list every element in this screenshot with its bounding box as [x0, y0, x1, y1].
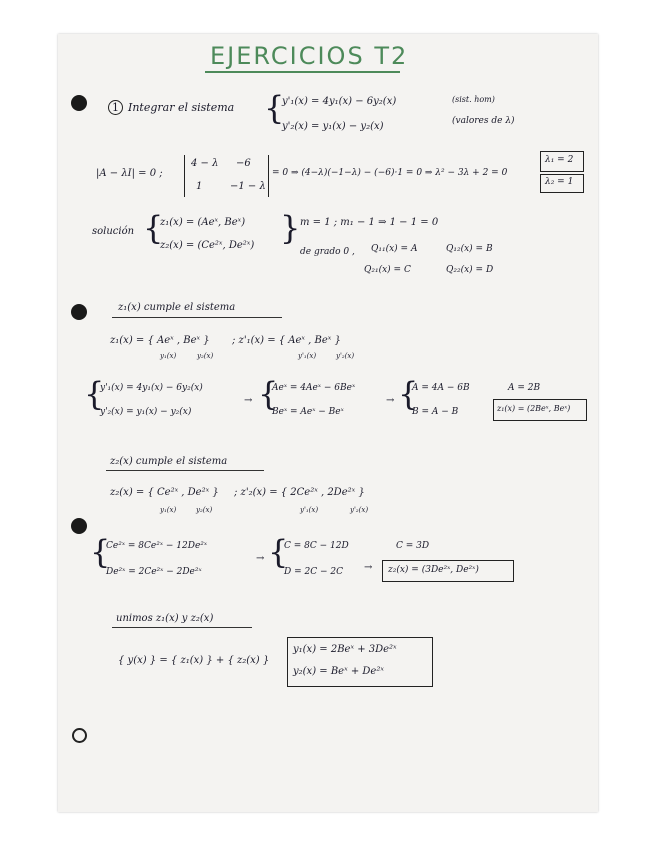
part1-result: A = 2B: [508, 383, 541, 393]
page-title: EJERCICIOS T2: [210, 42, 409, 70]
part1-under-3: y'₁(x): [298, 352, 317, 360]
part2-boxed-solution: z₂(x) = (3De²ˣ, De²ˣ): [388, 565, 479, 575]
q21: Q₂₁(x) = C: [364, 265, 411, 275]
part1-under-1: y₁(x): [160, 352, 177, 360]
part2-sys-2a: C = 8C − 12D: [284, 541, 349, 551]
eigenvalue-2: λ₂ = 1: [545, 177, 574, 187]
part1-brace-1: {: [84, 375, 105, 413]
part2-under-1: y₁(x): [160, 506, 177, 514]
part2-heading: z₂(x) cumple el sistema: [110, 456, 228, 467]
final-y2: y₂(x) = Beˣ + De²ˣ: [293, 666, 384, 677]
degree-note: de grado 0 ,: [300, 247, 355, 257]
system-eq-2: y'₂(x) = y₁(x) − y₂(x): [282, 121, 384, 132]
part1-boxed-solution: z₁(x) = (2Beˣ, Beˣ): [497, 404, 571, 413]
exercise-number: 1: [108, 100, 123, 115]
solution-label: solución: [92, 226, 135, 237]
part2-under-4: y'₂(x): [350, 506, 369, 514]
q11: Q₁₁(x) = A: [371, 244, 418, 254]
det-bar-left: [184, 155, 185, 197]
multiplicity: m = 1 ; m₁ − 1 ⇒ 1 − 1 = 0: [300, 217, 439, 228]
part1-z1: z₁(x) = { Aeˣ , Beˣ }: [110, 335, 210, 346]
part1-sys-2b: Beˣ = Aeˣ − Beˣ: [272, 407, 344, 417]
part2-z2-derivative: ; z'₂(x) = { 2Ce²ˣ , 2De²ˣ }: [234, 487, 365, 498]
matrix-21: 1: [196, 181, 203, 192]
part3-heading: unimos z₁(x) y z₂(x): [116, 613, 214, 624]
title-underline: [205, 71, 400, 73]
part2-sys-1b: De²ˣ = 2Ce²ˣ − 2De²ˣ: [106, 567, 202, 577]
final-y1: y₁(x) = 2Beˣ + 3De²ˣ: [293, 644, 397, 655]
system-brace: {: [264, 89, 285, 127]
part1-underline: [112, 317, 282, 318]
matrix-12: −6: [236, 158, 251, 169]
arrow-icon: →: [244, 395, 253, 406]
solution-brace-close: }: [280, 209, 301, 247]
char-eq-lhs: |A − λI| = 0 ;: [96, 168, 163, 179]
part1-sys-3b: B = A − B: [412, 407, 459, 417]
exercise-statement: Integrar el sistema: [128, 101, 235, 114]
note-eigenvalues: (valores de λ): [452, 116, 515, 126]
part1-z1-derivative: ; z'₁(x) = { Aeˣ , Beˣ }: [232, 335, 341, 346]
q22: Q₂₂(x) = D: [446, 265, 494, 275]
part2-under-3: y'₁(x): [300, 506, 319, 514]
char-eq-expansion: = 0 ⇒ (4−λ)(−1−λ) − (−6)·1 = 0 ⇒ λ² − 3λ + 2 = 0: [272, 168, 508, 178]
part2-underline: [106, 470, 264, 471]
part1-brace-3: {: [398, 375, 419, 413]
part1-sys-1a: y'₁(x) = 4y₁(x) − 6y₂(x): [100, 383, 203, 393]
eigenvalue-1: λ₁ = 2: [545, 155, 574, 165]
matrix-22: −1 − λ: [230, 181, 266, 192]
part3-underline: [112, 627, 252, 628]
notebook-page: [58, 34, 598, 812]
part2-brace-2: {: [268, 533, 289, 571]
binder-hole: [71, 304, 87, 320]
note-homogeneous: (sist. hom): [452, 95, 495, 104]
union-formula: { y(x) } = { z₁(x) } + { z₂(x) }: [118, 655, 270, 666]
solution-z1: z₁(x) = (Aeˣ, Beˣ): [160, 217, 246, 228]
part1-under-4: y'₂(x): [336, 352, 355, 360]
matrix-11: 4 − λ: [191, 158, 219, 169]
part2-brace-1: {: [90, 533, 111, 571]
binder-hole: [72, 728, 87, 743]
part2-result: C = 3D: [396, 541, 430, 551]
solution-z2: z₂(x) = (Ce²ˣ, De²ˣ): [160, 240, 255, 251]
det-bar-right: [268, 155, 269, 197]
q12: Q₁₂(x) = B: [446, 244, 493, 254]
binder-hole: [71, 95, 87, 111]
part1-sys-2a: Aeˣ = 4Aeˣ − 6Beˣ: [272, 383, 356, 393]
arrow-icon: →: [386, 395, 395, 406]
binder-hole: [71, 518, 87, 534]
arrow-icon: →: [364, 562, 373, 573]
part2-z2: z₂(x) = { Ce²ˣ , De²ˣ }: [110, 487, 219, 498]
part1-heading: z₁(x) cumple el sistema: [118, 302, 236, 313]
system-eq-1: y'₁(x) = 4y₁(x) − 6y₂(x): [282, 96, 397, 107]
part1-sys-1b: y'₂(x) = y₁(x) − y₂(x): [100, 407, 192, 417]
solution-brace: {: [143, 209, 164, 247]
part1-sys-3a: A = 4A − 6B: [412, 383, 470, 393]
part1-brace-2: {: [258, 375, 279, 413]
arrow-icon: →: [256, 553, 265, 564]
part2-sys-1a: Ce²ˣ = 8Ce²ˣ − 12De²ˣ: [106, 541, 208, 551]
part2-under-2: y₂(x): [196, 506, 213, 514]
part2-sys-2b: D = 2C − 2C: [284, 567, 343, 577]
part1-under-2: y₂(x): [197, 352, 214, 360]
